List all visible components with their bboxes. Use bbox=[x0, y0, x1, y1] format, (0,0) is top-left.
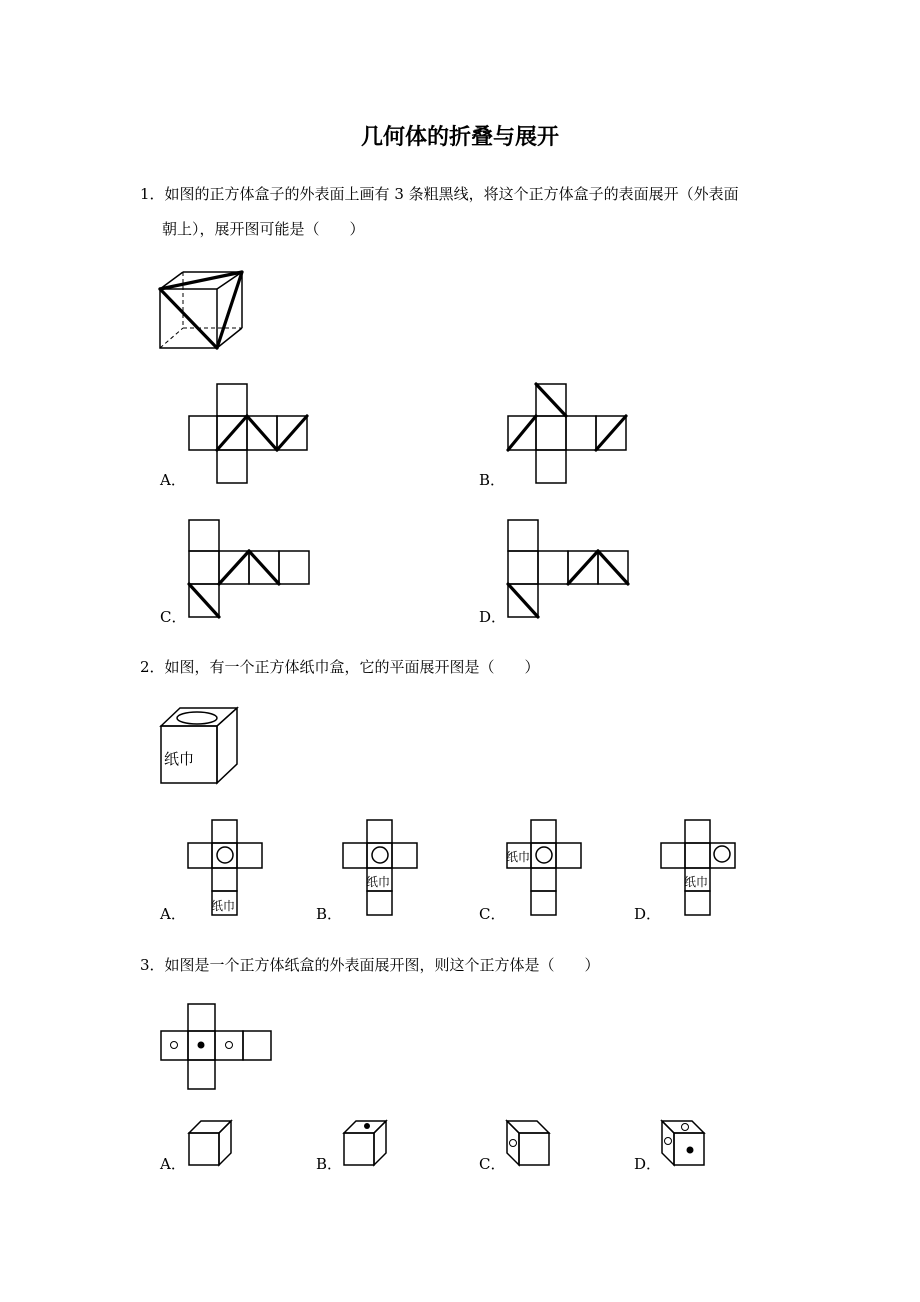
q2-tissue-box-figure bbox=[160, 706, 240, 786]
question-3-stem: 3．如图是一个正方体纸盒的外表面展开图，则这个正方体是（ ） bbox=[140, 956, 600, 974]
q2-option-a-net[interactable] bbox=[187, 819, 267, 919]
q2-option-a-net-label: 纸巾 bbox=[211, 899, 236, 913]
q3-option-a-label[interactable]: A． bbox=[160, 1155, 186, 1173]
q2-option-b-net-label: 纸巾 bbox=[366, 875, 391, 889]
q2-option-c-label[interactable]: C． bbox=[479, 905, 506, 923]
q2-option-a-label[interactable]: A． bbox=[160, 905, 186, 923]
q3-option-a-cube[interactable] bbox=[188, 1119, 238, 1169]
q1-option-c-label[interactable]: C． bbox=[160, 608, 187, 626]
q2-option-d-net[interactable] bbox=[660, 819, 740, 919]
q1-option-d-net[interactable] bbox=[506, 518, 631, 623]
q1-option-d-label[interactable]: D． bbox=[479, 608, 507, 626]
q2-option-d-net-label: 纸巾 bbox=[684, 875, 709, 889]
q1-option-b-label[interactable]: B． bbox=[479, 471, 506, 489]
q3-net-figure bbox=[160, 1003, 275, 1093]
question-1-stem-line-1: 1．如图的正方体盒子的外表面上画有 3 条粗黑线，将这个正方体盒子的表面展开（外表面 bbox=[140, 185, 739, 203]
q1-option-b-net[interactable] bbox=[506, 382, 631, 487]
question-1-stem-line-2: 朝上），展开图可能是（ ） bbox=[162, 220, 365, 238]
q2-option-c-net[interactable] bbox=[506, 819, 586, 919]
question-2-stem: 2．如图，有一个正方体纸巾盒，它的平面展开图是（ ） bbox=[140, 658, 540, 676]
q1-option-a-net[interactable] bbox=[187, 382, 312, 487]
q1-cube-figure bbox=[158, 270, 248, 350]
q2-option-b-net[interactable] bbox=[342, 819, 422, 919]
q3-option-b-label[interactable]: B． bbox=[316, 1155, 343, 1173]
q1-option-c-net[interactable] bbox=[187, 518, 312, 623]
q3-option-c-label[interactable]: C． bbox=[479, 1155, 506, 1173]
q3-option-c-cube[interactable] bbox=[506, 1119, 556, 1169]
page-title: 几何体的折叠与展开 bbox=[360, 124, 559, 150]
q2-box-label: 纸巾 bbox=[164, 750, 195, 768]
q2-option-c-net-label: 纸巾 bbox=[506, 850, 531, 864]
q3-option-b-cube[interactable] bbox=[343, 1119, 393, 1169]
q3-option-d-cube[interactable] bbox=[661, 1119, 711, 1169]
q2-option-d-label[interactable]: D． bbox=[634, 905, 662, 923]
q2-option-b-label[interactable]: B． bbox=[316, 905, 343, 923]
q3-option-d-label[interactable]: D． bbox=[634, 1155, 662, 1173]
q1-option-a-label[interactable]: A． bbox=[160, 471, 186, 489]
